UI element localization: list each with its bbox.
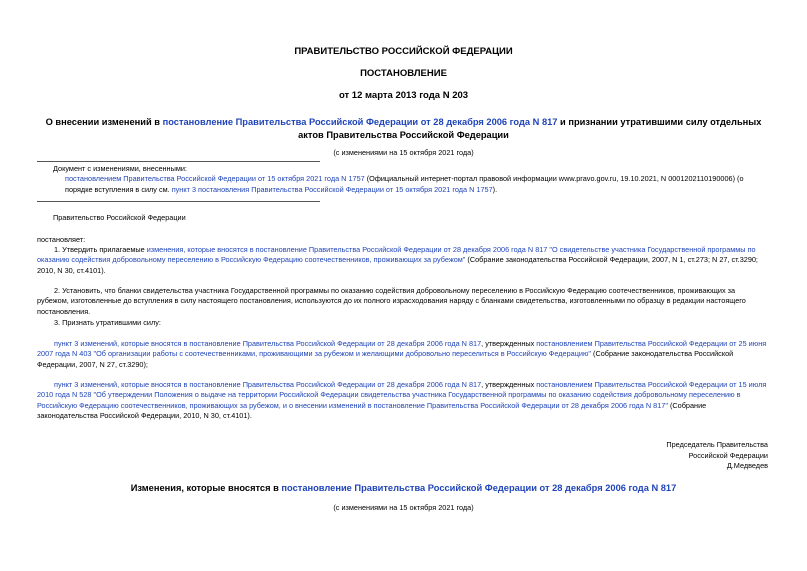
signature-position: Председатель Правительства (666, 440, 768, 449)
annex-link[interactable]: постановление Правительства Российской Федерации от 28 декабря 2006 года N 817 (281, 483, 677, 493)
annex-prefix: Изменения, которые вносятся в (130, 483, 282, 493)
title-prefix: О внесении изменений в (45, 117, 163, 127)
p3b-decree-link[interactable]: постановлением Правительства Российской Федерации от 15 июля 2010 года N 528 "Об утверждении Положения о выдаче на территории Российской Федерации свидетельства участника Государственной программы по оказанию содействия добровольному переселению в Российскую Федерацию соотечественников, проживающих за рубежом, и о внесении изменений в постановление Правительства Российской Федерации от 28 декабря 2006 года N 817" (37, 380, 767, 410)
entry-into-force-link[interactable]: пункт 3 постановления Правительства Российской Федерации от 15 октября 2021 года N 1757 (171, 184, 493, 194)
decrees-word: постановляет: (37, 235, 86, 244)
paragraph-3a (37, 339, 768, 370)
changes-text-2: ). (492, 184, 498, 194)
p3a-text-1: , утвержденных (481, 339, 537, 348)
signature-country: Российской Федерации (688, 450, 768, 460)
paragraph-3: 3. Признать утратившими силу: (54, 318, 161, 327)
changes-heading: Документ с изменениями, внесенными: (53, 164, 187, 173)
government-heading: ПРАВИТЕЛЬСТВО РОССИЙСКОЙ ФЕДЕРАЦИИ (294, 46, 513, 57)
paragraph-2: 2. Установить, что бланки свидетельства участника Государственной программы по оказанию содействия добровольному переселению в Российскую Федерацию соотечественников, проживающих за рубежом, изготовленные до вступления в силу настоящего постановления, используются до их полного израсходования наряду с бланками свидетельства, изготовленными по образцу в редакции настоящего постановления. (37, 286, 746, 316)
title-link[interactable]: постановление Правительства Российской Федерации от 28 декабря 2006 года N 817 (162, 117, 558, 127)
changes-text-1: (Официальный интернет-портал правовой информации www.pravo.gov.ru, 19.10.2021, N 0001202110190006) (о порядке вступления в силу см. (65, 174, 744, 194)
signature-block (666, 440, 768, 472)
divider-top (37, 161, 320, 162)
p3a-item-link[interactable]: пункт 3 изменений, которые вносятся в постановление Правительства Российской Федерации от 28 декабря 2006 года N 817 (54, 339, 482, 348)
p3a-decree-link[interactable]: постановлением Правительства Российской Федерации от 25 июня 2007 года N 403 "Об организации работы с соотечественниками, проживающими за рубежом и желающими добровольно переселиться в Российскую Федерацию" (37, 339, 767, 359)
paragraph-3b (37, 380, 768, 421)
annex-title (0, 482, 807, 495)
paragraph-1 (37, 245, 768, 276)
p1-changes-link[interactable]: изменения, которые вносятся в постановление Правительства Российской Федерации от 28 декабря 2006 года N 817 "О свидетельстве участника Государственной программы по оказанию содействия добровольному переселению в Российскую Федерацию соотечественников, проживающих за рубежом" (37, 245, 756, 265)
issuing-authority: Правительство Российской Федерации (53, 213, 186, 222)
p1-end: (Собрание законодательства Российской Федерации, 2007, N 1, ст.273; N 27, ст.3290; 2010, N 30, ст.4101). (37, 255, 758, 275)
title-suffix: и признании утратившими силу отдельных актов Правительства Российской Федерации (298, 117, 762, 140)
document-date-number: от 12 марта 2013 года N 203 (338, 90, 469, 101)
document-type: ПОСТАНОВЛЕНИЕ (360, 68, 447, 79)
revision-note: (с изменениями на 15 октября 2021 года) (333, 148, 474, 157)
p3b-text-1: , утвержденных (481, 380, 537, 389)
p3b-text-2: (Собрание законодательства Российской Федерации, 2010, N 30, ст.4101). (37, 400, 707, 421)
p3b-item-link[interactable]: пункт 3 изменений, которые вносятся в постановление Правительства Российской Федерации от 28 декабря 2006 года N 817 (54, 380, 482, 389)
changes-box (53, 164, 768, 195)
changes-details (53, 174, 768, 195)
divider-bottom (37, 201, 320, 202)
annex-revision-note: (с изменениями на 15 октября 2021 года) (333, 503, 474, 512)
signature-name: Д.Медведев (726, 461, 768, 471)
amending-act-link[interactable]: постановлением Правительства Российской Федерации от 15 октября 2021 года N 1757 (65, 174, 365, 184)
p1-start: 1. Утвердить прилагаемые (54, 245, 147, 254)
document-title (40, 116, 767, 141)
p3a-text-2: (Собрание законодательства Российской Федерации, 2007, N 27, ст.3290); (37, 349, 734, 369)
